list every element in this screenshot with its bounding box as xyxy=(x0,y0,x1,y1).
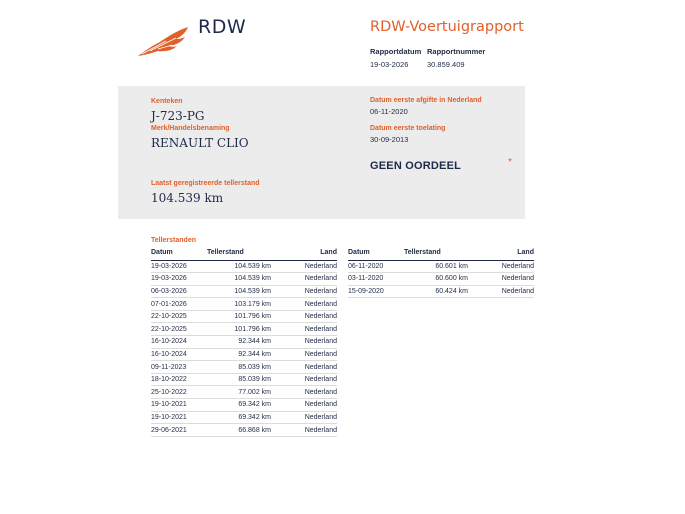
reading-km: 104.539 km xyxy=(207,273,271,286)
reading-km: 77.002 km xyxy=(207,386,271,399)
table-row xyxy=(151,348,337,361)
reading-date: 15-09-2020 xyxy=(348,285,404,298)
reading-date: 03-11-2020 xyxy=(348,273,404,286)
reading-km: 69.342 km xyxy=(207,399,271,412)
make-label: Merk/Handelsbenaming xyxy=(151,125,230,132)
report-date-label: Rapportdatum xyxy=(370,47,422,56)
issue-nl-value: 06-11-2020 xyxy=(370,107,408,116)
table-row xyxy=(151,361,337,374)
make-field xyxy=(151,125,249,150)
reading-country: Nederland xyxy=(468,285,534,298)
table-row xyxy=(348,285,534,298)
reading-country: Nederland xyxy=(271,399,337,412)
report-date-block xyxy=(370,47,421,69)
reading-country: Nederland xyxy=(271,310,337,323)
table-row xyxy=(151,386,337,399)
table-header-row xyxy=(151,248,337,260)
report-date-value: 19-03-2026 xyxy=(370,60,409,69)
reading-date: 16-10-2024 xyxy=(151,336,207,349)
reading-date: 25-10-2022 xyxy=(151,386,207,399)
reading-country: Nederland xyxy=(468,260,534,273)
plate-label: Kenteken xyxy=(151,98,183,105)
table-row xyxy=(348,273,534,286)
reading-country: Nederland xyxy=(271,411,337,424)
odometer-label: Laatst geregistreerde tellerstand xyxy=(151,180,260,187)
rdw-feather-logo-icon xyxy=(136,24,192,58)
reading-km: 60.600 km xyxy=(404,273,468,286)
reading-country: Nederland xyxy=(271,323,337,336)
table-row xyxy=(151,285,337,298)
reading-country: Nederland xyxy=(271,285,337,298)
table-row xyxy=(348,260,534,273)
odometer-field xyxy=(151,180,260,205)
table-row xyxy=(151,336,337,349)
reading-country: Nederland xyxy=(271,260,337,273)
table-row xyxy=(151,323,337,336)
table-row xyxy=(151,373,337,386)
table-header-row xyxy=(348,248,534,260)
reading-km: 85.039 km xyxy=(207,361,271,374)
reading-country: Nederland xyxy=(271,373,337,386)
reading-date: 18-10-2022 xyxy=(151,373,207,386)
reading-km: 66.868 km xyxy=(207,424,271,437)
reading-date: 22-10-2025 xyxy=(151,323,207,336)
readings-table-left xyxy=(151,248,337,437)
table-row xyxy=(151,424,337,437)
reading-date: 19-03-2026 xyxy=(151,260,207,273)
report-number-label: Rapportnummer xyxy=(427,47,486,56)
report-number-block xyxy=(427,47,485,69)
table-row xyxy=(151,411,337,424)
reading-date: 07-01-2026 xyxy=(151,298,207,311)
reading-km: 103.179 km xyxy=(207,298,271,311)
header-km: Tellerstand xyxy=(207,248,271,260)
header-km: Tellerstand xyxy=(404,248,468,260)
readings-title: Tellerstanden xyxy=(151,237,196,244)
reading-km: 60.424 km xyxy=(404,285,468,298)
first-admission-field xyxy=(370,125,445,144)
reading-km: 60.601 km xyxy=(404,260,468,273)
report-title: RDW-Voertuigrapport xyxy=(370,19,524,35)
make-value: RENAULT CLIO xyxy=(151,136,249,150)
table-row xyxy=(151,310,337,323)
brand-name: RDW xyxy=(198,16,247,38)
reading-km: 101.796 km xyxy=(207,310,271,323)
odometer-value: 104.539 km xyxy=(151,191,224,205)
reading-date: 22-10-2025 xyxy=(151,310,207,323)
reading-date: 16-10-2024 xyxy=(151,348,207,361)
plate-field xyxy=(151,98,204,123)
reading-km: 92.344 km xyxy=(207,348,271,361)
reading-km: 85.039 km xyxy=(207,373,271,386)
reading-km: 92.344 km xyxy=(207,336,271,349)
readings-table-right xyxy=(348,248,534,298)
reading-country: Nederland xyxy=(468,273,534,286)
reading-date: 19-10-2021 xyxy=(151,399,207,412)
reading-country: Nederland xyxy=(271,273,337,286)
reading-country: Nederland xyxy=(271,298,337,311)
reading-date: 19-03-2026 xyxy=(151,273,207,286)
reading-date: 09-11-2023 xyxy=(151,361,207,374)
report-number-value: 30.859.409 xyxy=(427,60,465,69)
first-admission-label: Datum eerste toelating xyxy=(370,125,446,132)
table-row xyxy=(151,273,337,286)
header-country: Land xyxy=(468,248,534,260)
reading-km: 104.539 km xyxy=(207,260,271,273)
table-row xyxy=(151,260,337,273)
reading-country: Nederland xyxy=(271,386,337,399)
header-date: Datum xyxy=(151,248,207,260)
reading-country: Nederland xyxy=(271,348,337,361)
reading-km: 69.342 km xyxy=(207,411,271,424)
table-row xyxy=(151,298,337,311)
verdict-text: GEEN OORDEEL xyxy=(370,160,462,172)
reading-date: 06-11-2020 xyxy=(348,260,404,273)
reading-km: 104.539 km xyxy=(207,285,271,298)
header-date: Datum xyxy=(348,248,404,260)
reading-date: 19-10-2021 xyxy=(151,411,207,424)
reading-date: 29-06-2021 xyxy=(151,424,207,437)
reading-km: 101.796 km xyxy=(207,323,271,336)
first-admission-value: 30-09-2013 xyxy=(370,135,409,144)
plate-value: J-723-PG xyxy=(151,109,205,123)
reading-date: 06-03-2026 xyxy=(151,285,207,298)
issue-nl-label: Datum eerste afgifte in Nederland xyxy=(370,97,482,104)
reading-country: Nederland xyxy=(271,336,337,349)
reading-country: Nederland xyxy=(271,361,337,374)
issue-nl-field xyxy=(370,97,482,116)
reading-country: Nederland xyxy=(271,424,337,437)
table-row xyxy=(151,399,337,412)
verdict-footnote-mark: * xyxy=(508,157,512,168)
header-country: Land xyxy=(271,248,337,260)
